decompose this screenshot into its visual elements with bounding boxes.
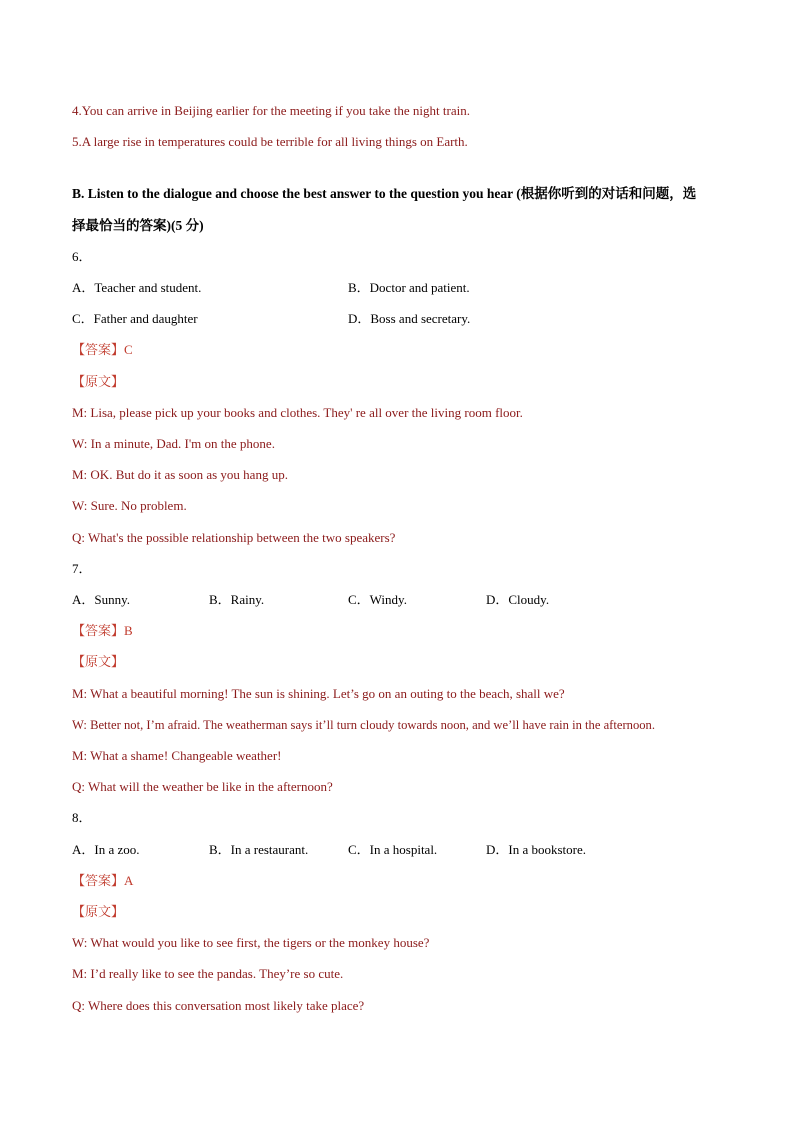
option-b: B．Doctor and patient.	[348, 280, 470, 295]
option-c: C．Father and daughter	[72, 311, 198, 326]
transcript-line: M: What a beautiful morning! The sun is shining. Let’s go on an outing to the beach, shall we?	[72, 686, 565, 701]
source-label: 【原文】	[72, 904, 125, 919]
source-label: 【原文】	[72, 374, 125, 389]
option-d: D．Cloudy.	[486, 592, 550, 607]
option-b: B．In a restaurant.	[209, 842, 309, 857]
section-b-heading: B. Listen to the dialogue and choose the best answer to the question you hear (根据你听到的对话和问题，选	[72, 186, 697, 201]
statement-5: 5.A large rise in temperatures could be terrible for all living things on Earth.	[72, 134, 468, 149]
transcript-line: W: Sure. No problem.	[72, 498, 187, 513]
section-b-heading-cont: 择最恰当的答案)(5 分)	[72, 218, 204, 233]
transcript-question: Q: What's the possible relationship between the two speakers?	[72, 530, 396, 545]
transcript-question: Q: What will the weather be like in the afternoon?	[72, 779, 333, 794]
transcript-line: M: I’d really like to see the pandas. They’re so cute.	[72, 966, 344, 981]
answer-label: 【答案】A	[72, 873, 134, 888]
answer-label: 【答案】C	[72, 342, 133, 357]
option-c: C．In a hospital.	[348, 842, 438, 857]
option-c: C．Windy.	[348, 592, 407, 607]
transcript-line: W: Better not, I’m afraid. The weatherman says it’ll turn cloudy towards noon, and we’ll have rain in the afternoon.	[72, 718, 655, 732]
option-a: A．Teacher and student.	[72, 280, 202, 295]
option-d: D．Boss and secretary.	[348, 311, 471, 326]
transcript-line: M: Lisa, please pick up your books and clothes. They' re all over the living room floor.	[72, 405, 523, 420]
option-d: D．In a bookstore.	[486, 842, 587, 857]
transcript-line: M: OK. But do it as soon as you hang up.	[72, 467, 288, 482]
question-number: 6．	[72, 249, 92, 264]
option-a: A．In a zoo.	[72, 842, 140, 857]
source-label: 【原文】	[72, 654, 125, 669]
answer-label: 【答案】B	[72, 623, 133, 638]
transcript-question: Q: Where does this conversation most likely take place?	[72, 998, 365, 1013]
transcript-line: W: In a minute, Dad. I'm on the phone.	[72, 436, 275, 451]
transcript-line: M: What a shame! Changeable weather!	[72, 748, 282, 763]
option-b: B．Rainy.	[209, 592, 265, 607]
statement-4: 4.You can arrive in Beijing earlier for the meeting if you take the night train.	[72, 103, 470, 118]
question-number: 8．	[72, 810, 92, 825]
question-number: 7．	[72, 561, 92, 576]
option-a: A．Sunny.	[72, 592, 131, 607]
transcript-line: W: What would you like to see first, the tigers or the monkey house?	[72, 935, 430, 950]
